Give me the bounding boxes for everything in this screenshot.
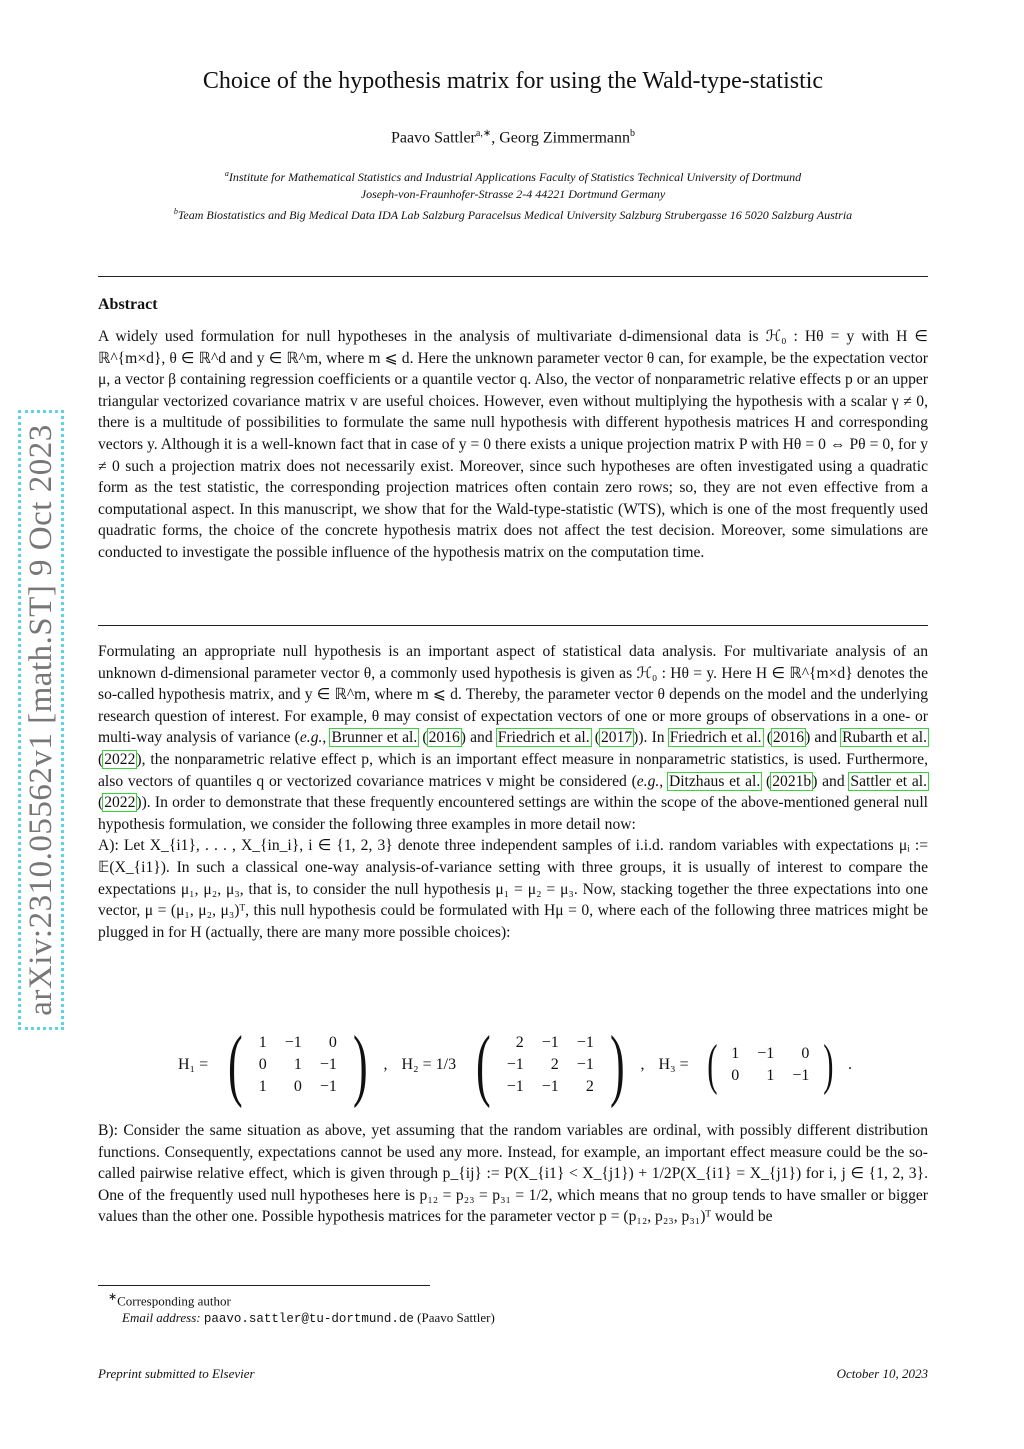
citation-link-brunner[interactable]: Brunner et al. (331, 729, 418, 747)
matrix-h1 (259, 1034, 337, 1096)
footnote-email-line (122, 1309, 495, 1328)
email-link[interactable]: paavo.sattler@tu-dortmund.de (203, 1312, 414, 1327)
example-b (98, 1120, 928, 1228)
intro-text-2: , (322, 729, 331, 747)
citation-link-sattler-year[interactable]: 2022 (104, 794, 136, 812)
matrix-cell: 1 (731, 1045, 740, 1062)
citation-link-friedrich-2017[interactable]: Friedrich et al. (497, 729, 590, 747)
left-paren: ( (706, 1034, 718, 1096)
citation-link-rubarth[interactable]: Rubarth et al. (842, 729, 928, 747)
matrix-cell: 1 (766, 1067, 775, 1084)
abstract-bottom-rule (98, 625, 928, 626)
abstract-paragraph: A widely used formulation for null hypotheses in the analysis of multivariate d-dimensional data is ℋ₀ : Hθ = y with H ∈ ℝ^{m×d}, θ ∈ ℝ^d and y ∈ ℝ^m, where m ⩽ d. Here the unknown parameter vector θ can, for example, be the expectation vector μ, a vector β containing regression coefficients or a quantile vector q. Also, the vector of nonparametric relative effects p or an upper triangular vectorized covariance matrix v are useful choices. However, even without multiplying the hypothesis with a scalar γ ≠ 0, there is a multitude of possibilities to formulate the same null hypothesis with different hypothesis matrices H and corresponding vectors y. Although it is a well-known fact that in case of y = 0 there exists a unique projection matrix P with Hθ = 0 ⇔ Pθ = 0, for y ≠ 0 such a projection matrix does not necessarily exist. Moreover, since such hypotheses are often investigated using a quadratic form as the test statistic, the corresponding projection matrices often contain zero rows; so, they are not even effective from a computational aspect. In this manuscript, we show that for the Wald-type-statistic (WTS), which is one of the most frequently used quadratic forms, the choice of the concrete hypothesis matrix does not affect the test decision. Moreover, some simulations are conducted to investigate the possible influence of the hypothesis matrix on the computation time. (98, 328, 928, 561)
hypothesis-matrices (98, 1022, 928, 1108)
intro-text-8: ) and (805, 729, 842, 747)
footnote-corresponding-text: Corresponding author (117, 1293, 231, 1309)
abstract-heading: Abstract (98, 296, 158, 313)
right-paren: ) (609, 1021, 625, 1109)
matrix-cell: 0 (293, 1078, 302, 1095)
matrix-cell: −1 (319, 1078, 337, 1095)
left-paren: ( (228, 1021, 243, 1109)
right-paren: ) (823, 1034, 834, 1096)
left-paren: ( (476, 1021, 491, 1109)
citation-link-ditzhaus-year[interactable]: 2021b (772, 772, 812, 790)
author-list (98, 128, 928, 147)
matrix-cell: −1 (541, 1078, 559, 1095)
matrix-h3 (731, 1045, 809, 1085)
author-2-affiliation-mark: b (629, 128, 635, 139)
author-name-2: , Georg Zimmermann (491, 129, 630, 147)
citation-link-friedrich-2016-year[interactable]: 2016 (772, 729, 805, 747)
matrix-end-period: . (848, 1056, 852, 1073)
intro-text-7: ( (762, 729, 772, 747)
matrix-separator: , (640, 1056, 645, 1073)
affiliation-a-line1: Institute for Mathematical Statistics and Industrial Applications Faculty of Statistics Technical University of Dortmund (228, 170, 802, 184)
eg-1: e.g. (299, 729, 323, 747)
matrix-cell: −1 (576, 1056, 594, 1073)
footer-date: October 10, 2023 (836, 1366, 928, 1381)
affiliation-a (98, 165, 928, 186)
citation-link-ditzhaus[interactable]: Ditzhaus et al. (668, 772, 761, 790)
author-1-affiliation-mark: a,∗ (475, 128, 492, 139)
matrix-cell: −1 (284, 1034, 302, 1051)
matrix-cell: 1 (258, 1078, 267, 1095)
matrix-h3-label: H₃ = (658, 1056, 689, 1073)
matrix-cell: −1 (792, 1067, 810, 1084)
matrix-cell: 2 (585, 1078, 594, 1095)
footnote-rule (98, 1285, 430, 1286)
abstract-text (98, 326, 928, 564)
matrix-separator: , (383, 1056, 388, 1073)
intro-text-12: ( (761, 772, 772, 790)
matrix-cell: 0 (731, 1067, 740, 1084)
intro-text-15: )). In order to demonstrate that these frequently encountered settings are within the scope of the above-mentioned general null hypothesis formulation, we consider the following three examples in more detail now: (98, 794, 928, 833)
intro-text-14: ( (98, 794, 104, 812)
citation-link-friedrich-2016[interactable]: Friedrich et al. (669, 729, 762, 747)
body-intro (98, 641, 928, 943)
affiliations (98, 165, 928, 224)
matrix-cell: −1 (757, 1045, 775, 1062)
footnote-mark: ∗ (108, 1291, 118, 1303)
intro-text-10: ), the nonparametric relative effect p, which is an important effect measure in nonparametric statistics, is used. Furthermore, also vectors of quantiles q or vectorized covariance matrices v might be considered ( (98, 750, 928, 790)
intro-text-1: Formulating an appropriate null hypothesis is an important aspect of statistical data analysis. For multivariate analysis of an unknown d-dimensional parameter vector θ, a commonly used hypothesis is given as ℋ₀ : Hθ = y. Here H ∈ ℝ^{m×d} denotes the so-called hypothesis matrix, and y ∈ ℝ^m, where m ⩽ d. Thereby, the parameter vector θ depends on the model and the underlying research question of interest. For example, θ may consist of expectation vectors of one or more groups of observations in a one- or multi-way analysis of variance ( (98, 643, 928, 747)
intro-text-3: ( (418, 729, 428, 747)
matrix-h2-label: H₂ = 1/3 (401, 1056, 457, 1073)
matrix-cell: 0 (328, 1034, 337, 1051)
email-owner: (Paavo Sattler) (417, 1310, 495, 1326)
right-paren: ) (352, 1021, 368, 1109)
citation-link-brunner-year[interactable]: 2016 (428, 729, 460, 747)
footnote (108, 1289, 495, 1328)
affiliation-b-line: Team Biostatistics and Big Medical Data IDA Lab Salzburg Paracelsus Medical University Salzburg Strubergasse 16 5020 Salzburg Austria (177, 208, 853, 222)
example-a-paragraph: A): Let X_{i1}, . . . , X_{in_i}, i ∈ {1, 2, 3} denote three independent samples of i.i.d. random variables with expectations μᵢ := 𝔼(X_{i1}). In such a classical one-way analysis-of-variance setting with three groups, it is usually of interest to compare the expectations μ₁, μ₂, μ₃, that is, to consider the null hypothesis μ₁ = μ₂ = μ₃. Now, stacking together the three expectations into one vector, μ = (μ₁, μ₂, μ₃)ᵀ, this null hypothesis could be formulated with Hμ = 0, where each of the following three matrices might be plugged in for H (actually, there are many more possible choices): (98, 837, 928, 941)
matrix-h2 (507, 1034, 594, 1096)
email-label: Email address: (122, 1310, 201, 1326)
footer-preprint-note: Preprint submitted to Elsevier (98, 1366, 255, 1381)
matrix-cell: 0 (258, 1056, 267, 1073)
matrix-cell: −1 (506, 1056, 524, 1073)
matrix-cell: 2 (515, 1034, 524, 1051)
matrix-cell: 1 (258, 1034, 267, 1051)
author-name-1: Paavo Sattler (391, 129, 476, 147)
affiliation-b-mark: b (173, 207, 178, 216)
matrix-cell: 1 (293, 1056, 302, 1073)
matrix-cell: 2 (550, 1056, 559, 1073)
affiliation-a-mark: a (224, 169, 229, 178)
citation-link-rubarth-year[interactable]: 2022 (104, 750, 136, 768)
intro-paragraph (98, 641, 928, 835)
citation-link-sattler[interactable]: Sattler et al. (850, 772, 927, 790)
intro-text-4: ) and (460, 729, 497, 747)
matrix-h1-label: H₁ = (177, 1056, 209, 1073)
intro-text-6: )). In (633, 729, 669, 747)
matrix-cell: −1 (506, 1078, 524, 1095)
matrix-cell: −1 (541, 1034, 559, 1051)
matrix-cell: 0 (801, 1045, 810, 1062)
affiliation-a-address: Joseph-von-Fraunhofer-Strasse 2-4 44221 Dortmund Germany (360, 187, 666, 201)
affiliation-b (98, 203, 928, 224)
paper-title: Choice of the hypothesis matrix for using the Wald-type-statistic (202, 68, 824, 94)
intro-text-5: ( (590, 729, 600, 747)
matrix-cell: −1 (319, 1056, 337, 1073)
citation-link-friedrich-2017-year[interactable]: 2017 (600, 729, 633, 747)
arxiv-identifier-stamp[interactable]: arXiv:2310.05562v1 [math.ST] 9 Oct 2023 (18, 410, 64, 1030)
intro-text-9: ( (98, 750, 104, 768)
intro-text-13: ) and (812, 772, 850, 790)
eg-2: e.g., (636, 772, 664, 790)
top-rule (98, 276, 928, 277)
matrix-cell: −1 (576, 1034, 594, 1051)
example-b-paragraph: B): Consider the same situation as above, yet assuming that the random variables are ordinal, with possibly different distribution functions. Consequently, expectations cannot be used any more. Instead, for example, an important effect measure could be the so-called pairwise relative effect, which is given through p_{ij} := P(X_{i1} < X_{j1}) + 1/2P(X_{i1} = X_{j1}) for i, j ∈ {1, 2, 3}. One of the frequently used null hypotheses here is p₁₂ = p₂₃ = p₃₁ = 1/2, which means that no group tends to have smaller or bigger values than the other one. Possible hypothesis matrices for the parameter vector p = (p₁₂, p₂₃, p₃₁)ᵀ would be (98, 1122, 928, 1226)
footnote-corresponding (108, 1289, 495, 1309)
